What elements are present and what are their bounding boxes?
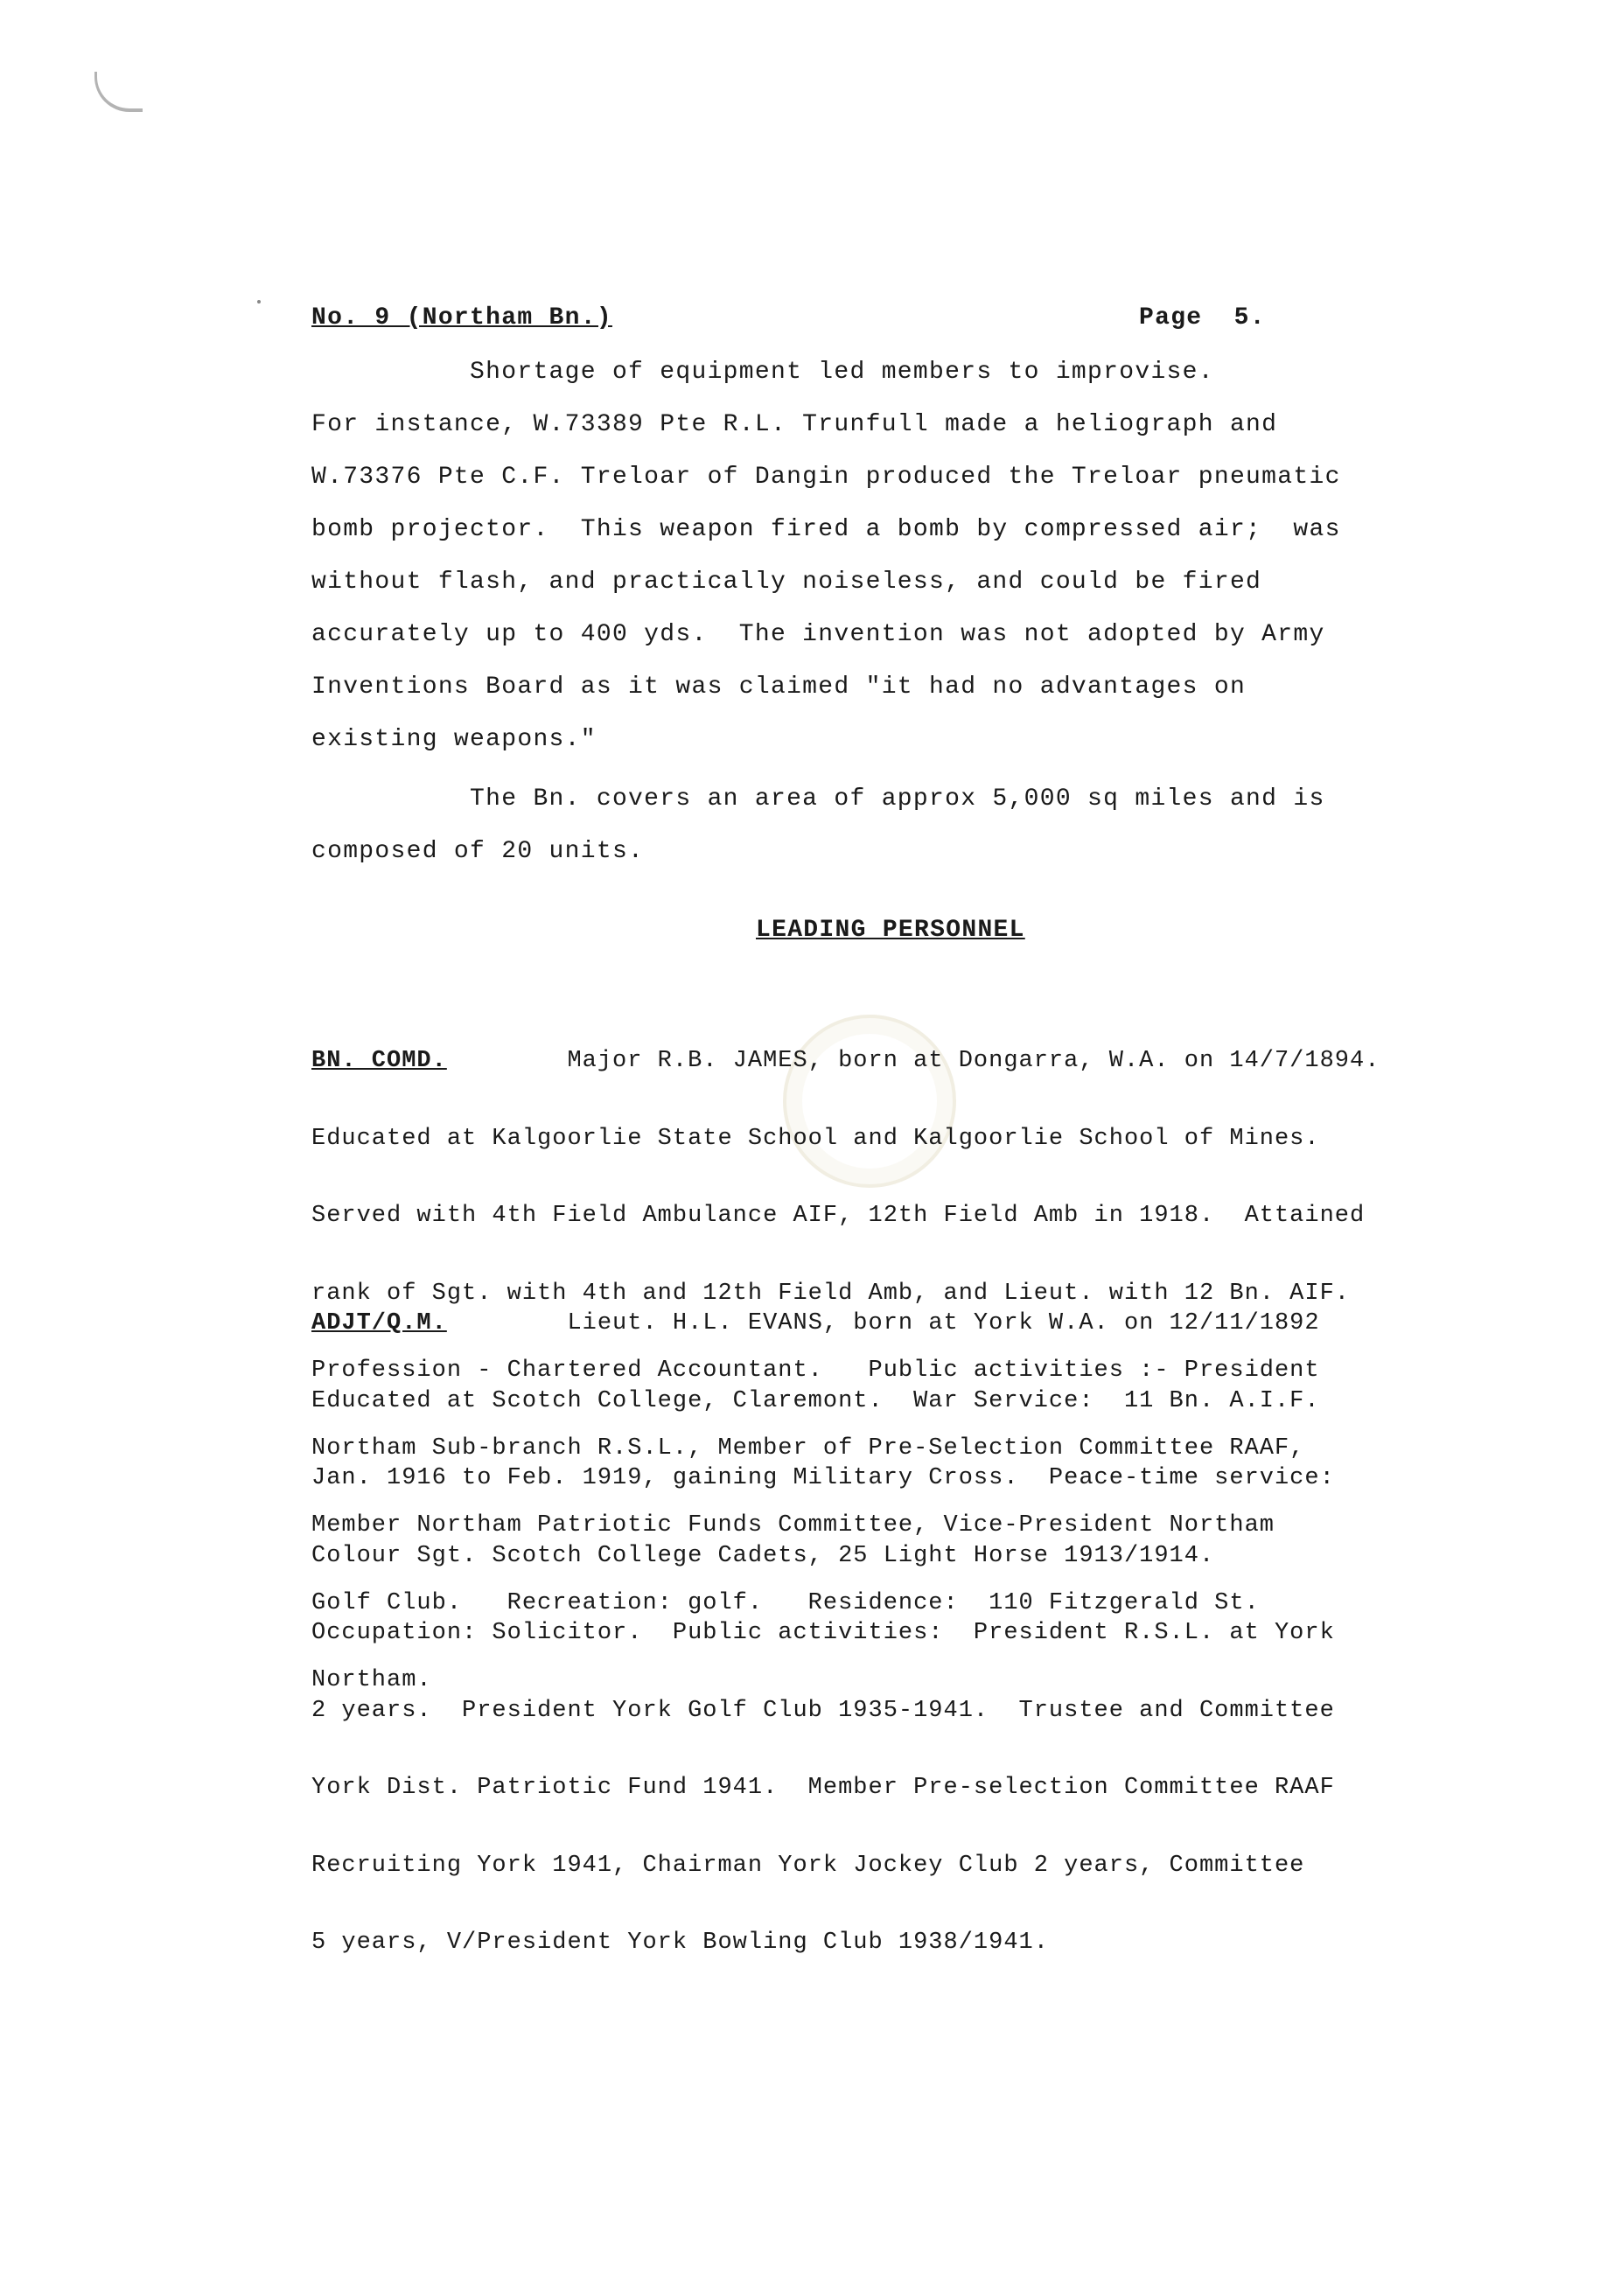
personnel-line: Member Northam Patriotic Funds Committee, Vice-President Northam xyxy=(311,1512,1275,1539)
body-line: For instance, W.73389 Pte R.L. Trunfull made a heliograph and xyxy=(311,411,1278,438)
stray-mark xyxy=(257,300,261,304)
body-line: bomb projector. This weapon fired a bomb by compressed air; was xyxy=(311,516,1341,543)
personnel-line: Served with 4th Field Ambulance AIF, 12th Field Amb in 1918. Attained xyxy=(311,1203,1366,1229)
personnel-line: Recruiting York 1941, Chairman York Jockey Club 2 years, Committee xyxy=(311,1852,1305,1879)
personnel-line: Occupation: Solicitor. Public activities: President R.S.L. at York xyxy=(311,1620,1335,1646)
personnel-line: Colour Sgt. Scotch College Cadets, 25 Light Horse 1913/1914. xyxy=(311,1542,1215,1569)
hole-punch-mark xyxy=(94,72,143,112)
personnel-line: Educated at Scotch College, Claremont. War Service: 11 Bn. A.I.F. xyxy=(311,1387,1320,1414)
personnel-line: York Dist. Patriotic Fund 1941. Member Pre-selection Committee RAAF xyxy=(311,1775,1335,1801)
personnel-line: Northam Sub-branch R.S.L., Member of Pre-Selection Committee RAAF, xyxy=(311,1434,1305,1462)
personnel-role: BN. COMD. xyxy=(311,1048,447,1074)
personnel-line: rank of Sgt. with 4th and 12th Field Amb, and Lieut. with 12 Bn. AIF. xyxy=(311,1280,1350,1307)
personnel-role: ADJT/Q.M. xyxy=(311,1310,447,1336)
personnel-line: Northam. xyxy=(311,1667,432,1693)
personnel-line: Educated at Kalgoorlie State School and Kalgoorlie School of Mines. xyxy=(311,1125,1320,1152)
page-number: Page 5. xyxy=(1139,304,1266,331)
personnel-entry-adjt-qm xyxy=(311,1260,1335,1982)
body-line: Shortage of equipment led members to improvise. xyxy=(311,359,1214,386)
body-line: accurately up to 400 yds. The invention was not adopted by Army xyxy=(311,621,1325,648)
body-line: without flash, and practically noiseless, and could be fired xyxy=(311,569,1262,596)
body-line: composed of 20 units. xyxy=(311,838,645,865)
personnel-line: 2 years. President York Golf Club 1935-1941. Trustee and Committee xyxy=(311,1697,1335,1724)
body-line: The Bn. covers an area of approx 5,000 sq miles and is xyxy=(311,785,1325,813)
personnel-line: 5 years, V/President York Bowling Club 1938/1941. xyxy=(311,1930,1049,1956)
personnel-intro: Lieut. H.L. EVANS, born at York W.A. on 12/11/1892 xyxy=(446,1310,1320,1336)
personnel-line: Jan. 1916 to Feb. 1919, gaining Military Cross. Peace-time service: xyxy=(311,1465,1335,1491)
personnel-first-line xyxy=(311,1311,1335,1337)
personnel-intro: Major R.B. JAMES, born at Dongarra, W.A. on 14/7/1894. xyxy=(446,1048,1380,1074)
personnel-line: Golf Club. Recreation: golf. Residence: 110 Fitzgerald St. xyxy=(311,1589,1260,1616)
body-line: existing weapons." xyxy=(311,726,597,753)
document-title: No. 9 (Northam Bn.) xyxy=(311,304,612,331)
personnel-first-line xyxy=(311,1049,1380,1075)
body-line: W.73376 Pte C.F. Treloar of Dangin produced the Treloar pneumatic xyxy=(311,464,1341,491)
personnel-line: Profession - Chartered Accountant. Public activities :- President xyxy=(311,1357,1320,1384)
body-line: Inventions Board as it was claimed "it had no advantages on xyxy=(311,673,1247,701)
section-heading: LEADING PERSONNEL xyxy=(756,917,1025,944)
